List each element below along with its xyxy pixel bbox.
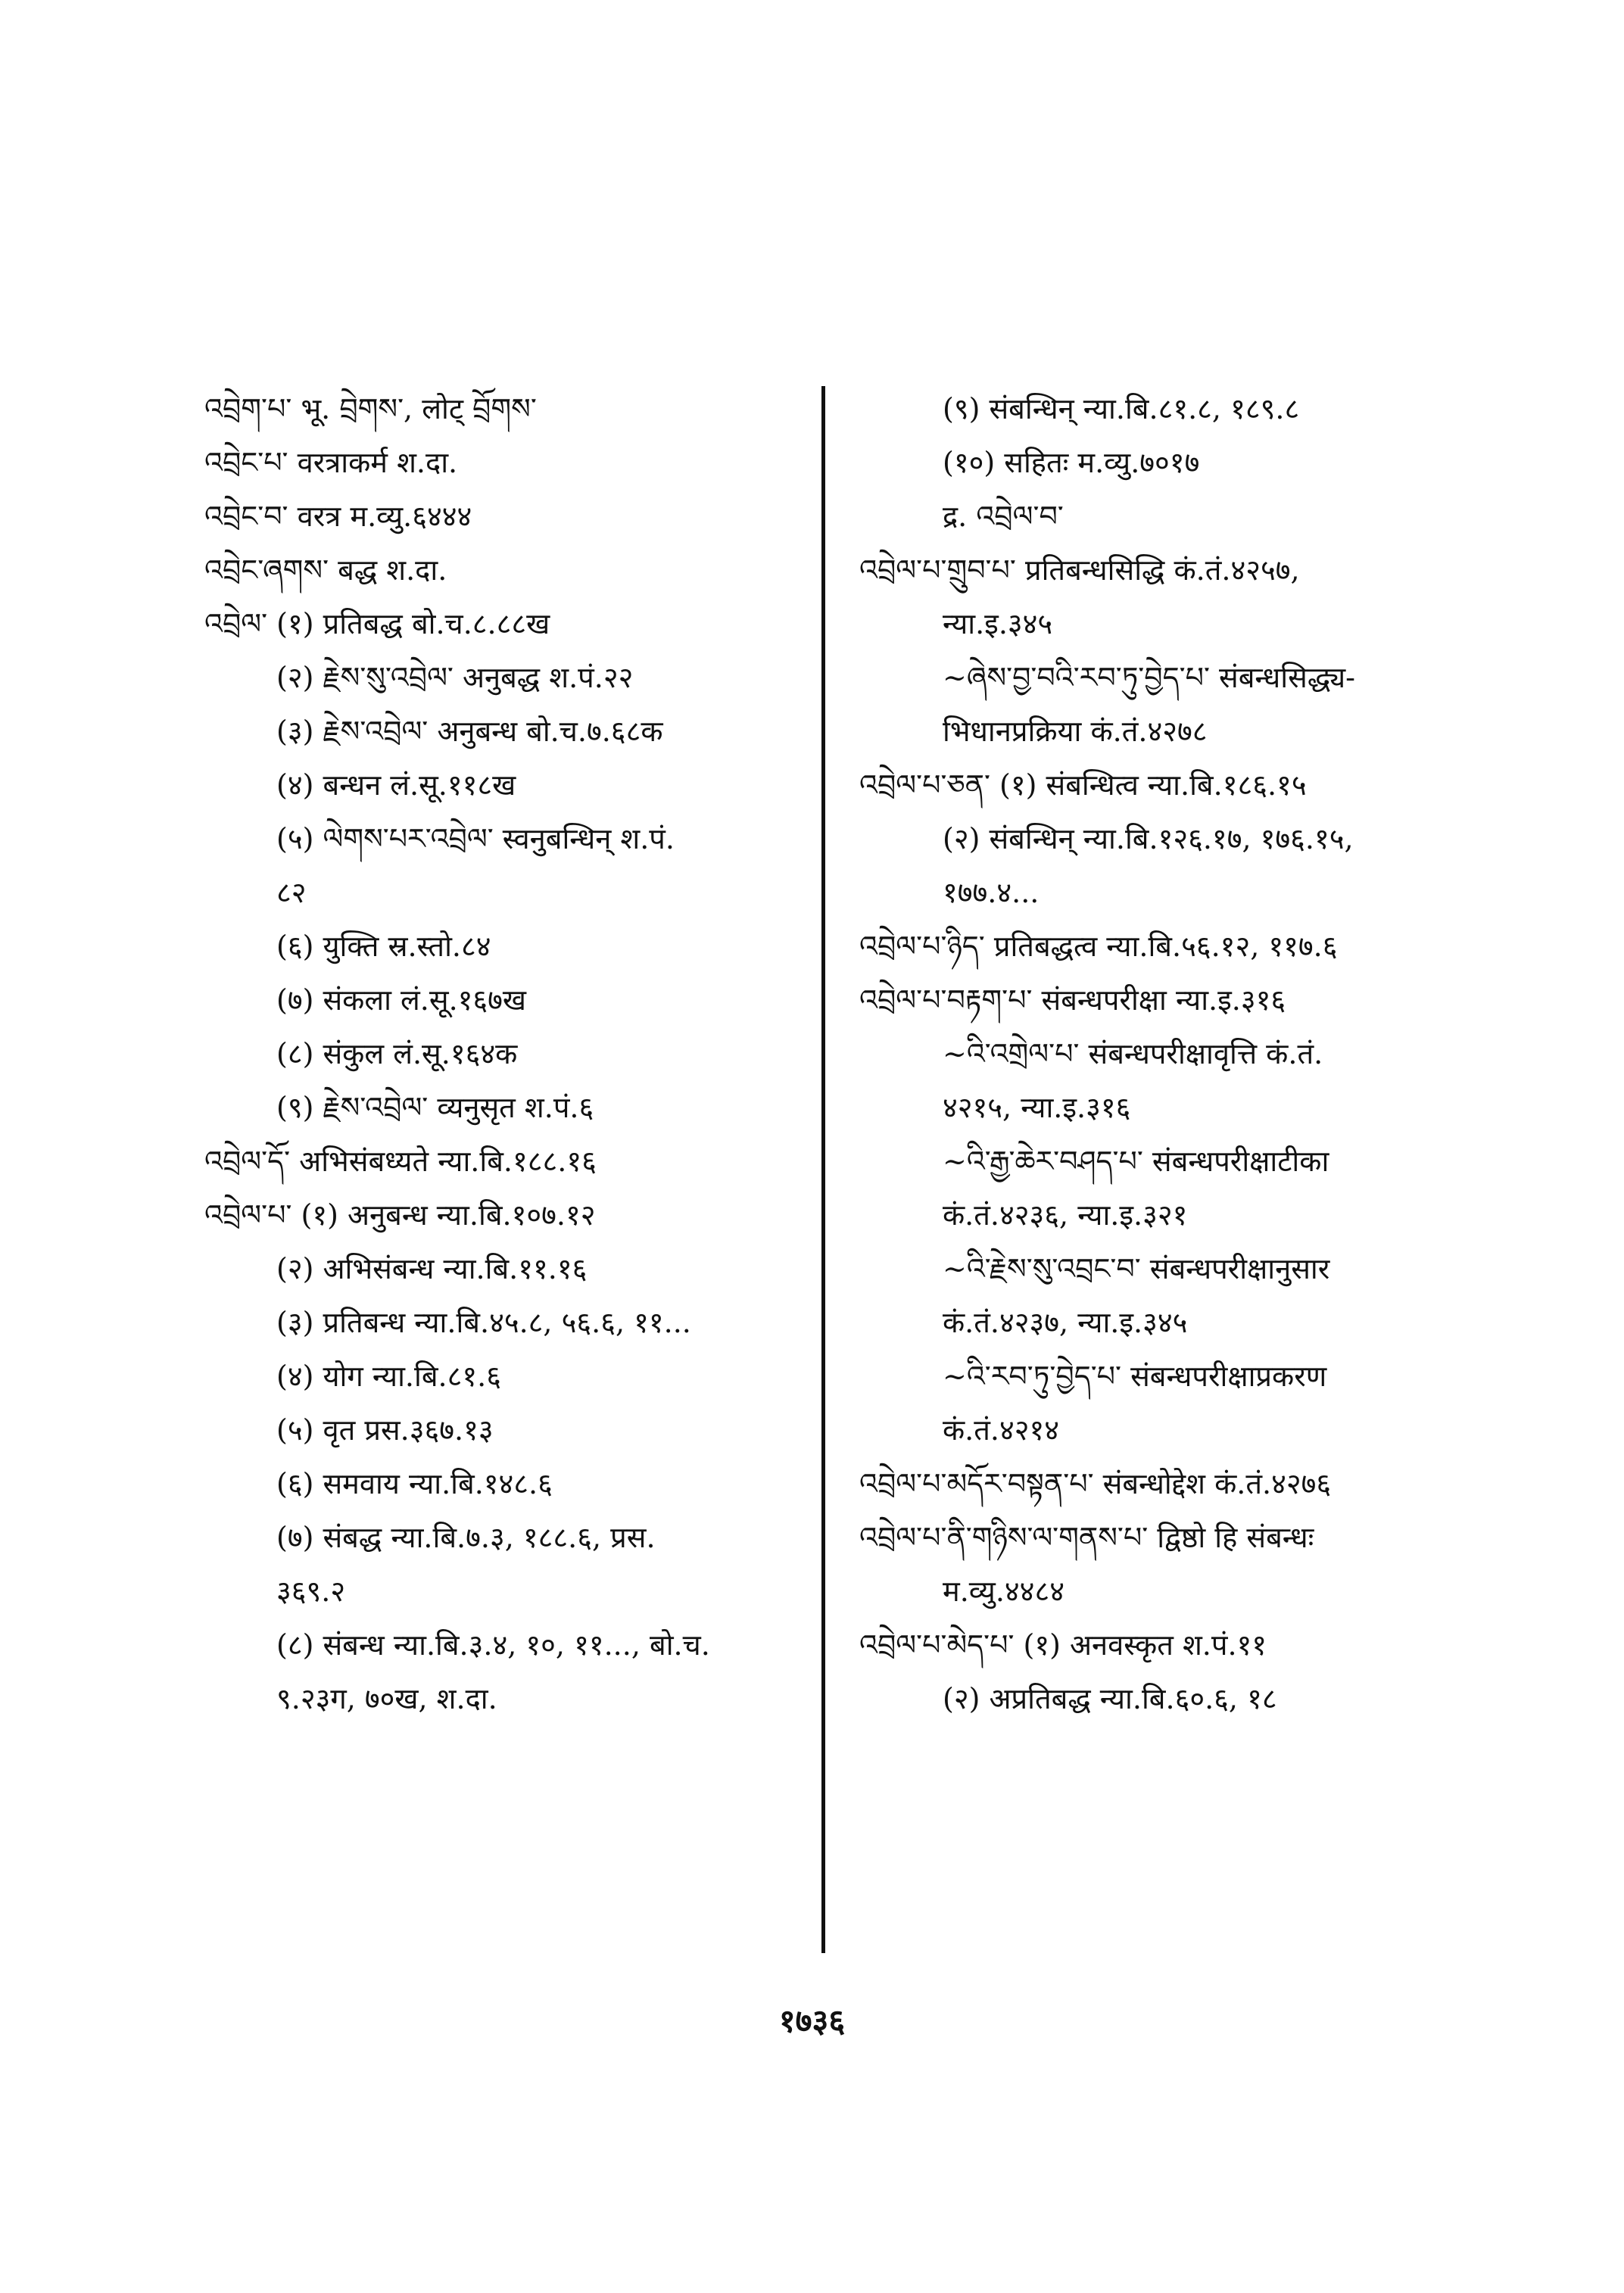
entry-line: (२) རྗེས་སུ་འབྲེལ་ अनुबद्ध श.पं.२२: [276, 661, 634, 694]
entry-line: (३) प्रतिबन्ध न्या.बि.४५.८, ५६.६, ११...: [276, 1306, 691, 1339]
entry-line: (३) རྗེས་འབྲེལ་ अनुबन्ध बो.च.७.६८क: [276, 715, 663, 748]
entry-line: (८) संबन्ध न्या.बि.३.४, १०, ११..., बो.च.: [276, 1628, 710, 1662]
entry-line: འབྲེལ་པ་ཅན་ (१) संबन्धित्व न्या.बि.१८६.१५: [859, 768, 1307, 802]
entry-line: (७) संकला लं.सू.१६७ख: [276, 983, 527, 1017]
entry-line: འབྲེལ་པ་ཉིད་ प्रतिबद्धत्व न्या.बि.५६.१२, ११७.६: [859, 930, 1338, 963]
entry-line: ४२१५, न्या.इ.३१६: [943, 1091, 1131, 1124]
entry-line: འབྲེལ་པ་མདོར་བསྟན་པ་ संबन्धोद्देश कं.तं.४२७६: [859, 1467, 1332, 1500]
entry-line: (९) संबन्धिन् न्या.बि.८१.८, १८९.८: [943, 392, 1300, 425]
entry-line: कं.तं.४२३६, न्या.इ.३२१: [943, 1198, 1188, 1232]
entry-line: न्या.इ.३४५: [943, 607, 1053, 640]
entry-line: (२) अभिसंबन्ध न्या.बि.११.१६: [276, 1252, 588, 1285]
entry-line: (९) རྗེས་འབྲེལ་ व्यनुसृत श.पं.६: [276, 1091, 594, 1124]
entry-line: འབྲེང་པ་ वरत्राकर्म श.दा.: [204, 446, 458, 479]
entry-line: ८२: [276, 876, 307, 909]
entry-line: འབྲེང་ཞགས་ बद्ध श.दा.: [204, 553, 447, 587]
entry-line: ३६९.२: [276, 1575, 346, 1608]
right-column: [859, 382, 1480, 1726]
entry-line: འབྲེལ་པ་ནི་གཉིས་ལ་གནས་པ་ द्विष्ठो हि संबन्धः: [859, 1521, 1314, 1554]
entry-line: འབྲེང་བ་ वरत्र म.व्यु.६४४४: [204, 500, 472, 533]
entry-line: ~འི་རྗེས་སུ་འབྲང་བ་ संबन्धपरीक्षानुसार: [943, 1252, 1330, 1285]
entry-line: कं.तं.४२३७, न्या.इ.३४५: [943, 1306, 1188, 1339]
entry-line: कं.तं.४२१४: [943, 1413, 1060, 1447]
entry-line: (५) ལེགས་པར་འབྲེལ་ स्वनुबन्धिन् श.पं.: [276, 822, 675, 855]
entry-line: (२) संबन्धिन् न्या.बि.१२६.१७, १७६.१५,: [943, 822, 1354, 855]
entry-line: १७७.४...: [943, 876, 1040, 909]
entry-line: (६) युक्ति स्र.स्तो.८४: [276, 930, 491, 963]
entry-line: འབྲེལ་ (१) प्रतिबद्ध बो.च.८.८८ख: [204, 607, 550, 640]
entry-line: (४) बन्धन लं.सू.११८ख: [276, 768, 516, 802]
entry-line: भिधानप्रक्रिया कं.तं.४२७८: [943, 715, 1208, 748]
entry-line: འབྲེལ་པ་ (१) अनुबन्ध न्या.बि.१०७.१२: [204, 1198, 596, 1232]
entry-line: ~འི་རྒྱ་ཆེར་བཤད་པ་ संबन्धपरीक्षाटीका: [943, 1145, 1329, 1178]
entry-line: འབྲེལ་དོ་ अभिसंबध्यते न्या.बि.१८८.१६: [204, 1145, 597, 1178]
entry-line: द्र. འབྲེལ་བ་: [943, 500, 1064, 533]
entry-line: म.व्यु.४४८४: [943, 1575, 1064, 1608]
left-column: [204, 382, 810, 1726]
entry-line: (२) अप्रतिबद्ध न्या.बि.६०.६, १८: [943, 1682, 1277, 1715]
entry-line: འབྲེལ་པ་གྲུབ་པ་ प्रतिबन्धसिद्धि कं.तं.४२५७,: [859, 553, 1300, 587]
column-divider: [821, 386, 825, 1953]
entry-line: (१०) सहितः म.व्यु.७०१७: [943, 446, 1200, 479]
entry-line: (७) संबद्ध न्या.बि.७.३, १८८.६, प्रस.: [276, 1521, 656, 1554]
page-number: १७३६: [778, 2002, 846, 2039]
entry-line: ९.२३ग, ७०ख, श.दा.: [276, 1682, 497, 1715]
entry-line: འབྲེག་པ་ भू. བྲེགས་, लोट् བྲོགས་: [204, 392, 537, 425]
entry-line: འབྲེལ་པ་མེད་པ་ (१) अनवस्कृत श.पं.११: [859, 1628, 1267, 1662]
entry-line: ~འི་རབ་ཏུ་བྱེད་པ་ संबन्धपरीक्षाप्रकरण: [943, 1360, 1327, 1393]
entry-line: (६) समवाय न्या.बि.१४८.६: [276, 1467, 553, 1500]
entry-line: (४) योग न्या.बि.८१.६: [276, 1360, 501, 1393]
entry-line: (८) संकुल लं.सू.१६४क: [276, 1037, 518, 1070]
entry-line: འབྲེལ་པ་བརྟག་པ་ संबन्धपरीक्षा न्या.इ.३१६: [859, 983, 1286, 1017]
entry-line: ~འི་འགྲེལ་པ་ संबन्धपरीक्षावृत्ति कं.तं.: [943, 1037, 1323, 1070]
entry-line: ~ཞེས་བྱ་བའི་རབ་ཏུ་བྱེད་པ་ संबन्धसिद्ध्य-: [943, 661, 1355, 694]
entry-line: (५) वृत प्रस.३६७.१३: [276, 1413, 494, 1447]
